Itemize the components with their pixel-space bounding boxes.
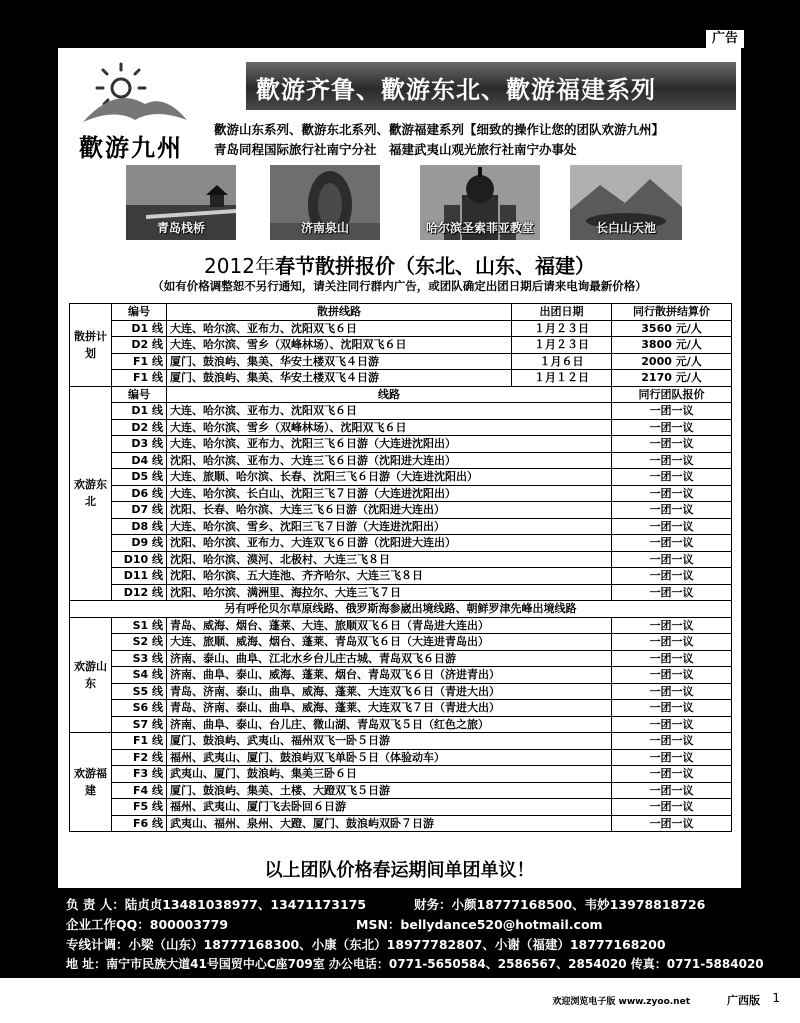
table-row	[70, 799, 732, 816]
photo-jinan	[270, 165, 380, 240]
ad-panel	[58, 48, 741, 888]
route-code: D8 线	[112, 518, 167, 535]
photo-changbai	[570, 165, 682, 240]
route-desc: 武夷山、福州、泉州、大蹬、厦门、鼓浪屿双卧７日游	[167, 815, 612, 832]
group-price: 一团一议	[612, 419, 732, 436]
table-row	[70, 518, 732, 535]
route-desc: 大连、哈尔滨、亚布力、沈阳双飞６日	[167, 403, 612, 420]
price-notice: （如有价格调整恕不另行通知，请关注同行群内广告，或团队确定出团日期后请来电询最新价格）	[152, 279, 647, 293]
route-code: F1 线	[112, 353, 167, 370]
route-code: S7 线	[112, 716, 167, 733]
section-label-scatter: 散拼计划	[70, 304, 112, 387]
route-desc: 沈阳、哈尔滨、亚布力、大连三飞６日游（沈阳进大连出）	[167, 452, 612, 469]
group-price: 一团一议	[612, 733, 732, 750]
route-desc: 大连、旅顺、威海、烟台、蓬莱、青岛双飞６日（大连进青岛出）	[167, 634, 612, 651]
route-desc: 大连、旅顺、哈尔滨、长春、沈阳三飞６日游（大连进沈阳出）	[167, 469, 612, 486]
group-price: 一团一议	[612, 436, 732, 453]
group-price: 一团一议	[612, 782, 732, 799]
route-code: D4 线	[112, 452, 167, 469]
logo-text: 歡游九州	[79, 133, 183, 162]
column-header: 同行团队报价	[612, 386, 732, 403]
route-code: F2 线	[112, 749, 167, 766]
route-desc: 厦门、鼓浪屿、集美、土楼、大蹬双飞５日游	[167, 782, 612, 799]
route-desc: 沈阳、长春、哈尔滨、大连三飞６日游（沈阳进大连出）	[167, 502, 612, 519]
contact-msn: MSN：bellydance520@hotmail.com	[356, 917, 603, 932]
group-price: 一团一议	[612, 518, 732, 535]
route-desc: 福州、武夷山、厦门、鼓浪屿双飞单卧５日（体验动车）	[167, 749, 612, 766]
table-row	[70, 502, 732, 519]
route-desc: 济南、曲阜、泰山、威海、蓬莱、烟台、青岛双飞６日（济进青出）	[167, 667, 612, 684]
photo-harbin	[420, 165, 540, 240]
route-code: F6 线	[112, 815, 167, 832]
price: 2170 元/人	[612, 370, 732, 387]
table-row	[70, 683, 732, 700]
route-code: D7 线	[112, 502, 167, 519]
route-code: S6 线	[112, 700, 167, 717]
table-row	[70, 568, 732, 585]
depart-date: １月１２日	[512, 370, 612, 387]
table-row	[70, 469, 732, 486]
table-row	[70, 485, 732, 502]
route-code: F1 线	[112, 733, 167, 750]
group-price: 一团一议	[612, 667, 732, 684]
route-desc: 大连、哈尔滨、雪乡（双峰林场）、沈阳双飞６日	[167, 419, 612, 436]
group-price: 一团一议	[612, 617, 732, 634]
contact-planners: 专线计调：小梁（山东）18777168300、小康（东北）18977782807、小谢（福建）18777168200	[66, 937, 666, 952]
route-code: S4 线	[112, 667, 167, 684]
route-code: S5 线	[112, 683, 167, 700]
page-number: 1	[772, 991, 780, 1005]
group-price: 一团一议	[612, 799, 732, 816]
photo-qingdao	[126, 165, 236, 240]
route-desc: 大连、哈尔滨、长白山、沈阳三飞７日游（大连进沈阳出）	[167, 485, 612, 502]
group-price: 一团一议	[612, 749, 732, 766]
group-price: 一团一议	[612, 485, 732, 502]
table-row	[70, 320, 732, 337]
route-code: D2 线	[112, 419, 167, 436]
banner-title: 歡游齐鲁、歡游东北、歡游福建系列	[256, 75, 656, 104]
route-desc: 厦门、鼓浪屿、集美、华安土楼双飞４日游	[167, 353, 512, 370]
group-price: 一团一议	[612, 634, 732, 651]
table-row	[70, 617, 732, 634]
table-row	[70, 815, 732, 832]
route-desc: 大连、哈尔滨、雪乡、沈阳三飞７日游（大连进沈阳出）	[167, 518, 612, 535]
group-price: 一团一议	[612, 716, 732, 733]
route-desc: 青岛、济南、泰山、曲阜、威海、蓬莱、大连双飞７日（青进大出）	[167, 700, 612, 717]
route-code: D2 线	[112, 337, 167, 354]
title-year: 2012年	[204, 254, 275, 278]
route-desc: 厦门、鼓浪屿、集美、华安土楼双飞４日游	[167, 370, 512, 387]
table-row	[70, 353, 732, 370]
route-desc: 青岛、威海、烟台、蓬莱、大连、旅顺双飞６日（青岛进大连出）	[167, 617, 612, 634]
table-row	[70, 733, 732, 750]
section-label-fujian: 欢游福建	[70, 733, 112, 832]
route-desc: 沈阳、哈尔滨、五大连池、齐齐哈尔、大连三飞８日	[167, 568, 612, 585]
route-code: D1 线	[112, 403, 167, 420]
group-price: 一团一议	[612, 551, 732, 568]
photo-caption: 长白山天池	[595, 221, 656, 235]
group-price: 一团一议	[612, 766, 732, 783]
photo-caption: 青岛栈桥	[156, 221, 205, 235]
column-header: 编号	[112, 386, 167, 403]
route-code: F3 线	[112, 766, 167, 783]
section-label-shandong: 欢游山东	[70, 617, 112, 733]
route-code: D6 线	[112, 485, 167, 502]
route-code: D10 线	[112, 551, 167, 568]
route-code: D9 线	[112, 535, 167, 552]
price: 3800 元/人	[612, 337, 732, 354]
route-code: S2 线	[112, 634, 167, 651]
column-header: 出团日期	[512, 304, 612, 321]
route-code: D3 线	[112, 436, 167, 453]
depart-date: １月２３日	[512, 337, 612, 354]
bottom-strip	[0, 978, 800, 1023]
column-header: 编号	[112, 304, 167, 321]
route-desc: 沈阳、哈尔滨、漠河、北极村、大连三飞８日	[167, 551, 612, 568]
table-row	[70, 716, 732, 733]
photo-caption: 哈尔滨圣索菲亚教堂	[425, 221, 534, 235]
contact-address: 地 址：南宁市民族大道41号国贸中心C座709室 办公电话：0771-5650584、2586567、2854020 传真：0771-5884020	[66, 957, 764, 971]
route-desc: 武夷山、厦门、鼓浪屿、集美三卧６日	[167, 766, 612, 783]
table-row	[70, 700, 732, 717]
table-row	[70, 650, 732, 667]
page-title	[58, 250, 741, 279]
group-price: 一团一议	[612, 584, 732, 601]
ad-label: 广告	[706, 30, 744, 48]
group-price: 一团一议	[612, 568, 732, 585]
subline-agencies: 青岛同程国际旅行社南宁分社 福建武夷山观光旅行社南宁办事处	[214, 142, 577, 157]
group-price: 一团一议	[612, 502, 732, 519]
group-price: 一团一议	[612, 535, 732, 552]
table-row	[70, 584, 732, 601]
group-price: 一团一议	[612, 700, 732, 717]
table-row	[70, 419, 732, 436]
title-text: 春节散拼报价（东北、山东、福建）	[274, 254, 595, 278]
route-desc: 大连、哈尔滨、亚布力、沈阳三飞６日游（大连进沈阳出）	[167, 436, 612, 453]
table-row	[70, 403, 732, 420]
price: 2000 元/人	[612, 353, 732, 370]
route-desc: 沈阳、哈尔滨、亚布力、大连双飞６日游（沈阳进大连出）	[167, 535, 612, 552]
contact-responsible: 负 责 人：陆贞贞13481038977、13471173175	[66, 897, 367, 912]
table-row	[70, 370, 732, 387]
route-code: D11 线	[112, 568, 167, 585]
route-desc: 大连、哈尔滨、亚布力、沈阳双飞６日	[167, 320, 512, 337]
spring-festival-note: 以上团队价格春运期间单团单议！	[264, 860, 535, 881]
route-desc: 福州、武夷山、厦门飞去卧回６日游	[167, 799, 612, 816]
route-code: S1 线	[112, 617, 167, 634]
route-code: F1 线	[112, 370, 167, 387]
column-header: 线路	[167, 386, 612, 403]
table-row	[70, 535, 732, 552]
contact-finance: 财务：小颜18777168500、韦妙13978818726	[414, 897, 706, 912]
group-price: 一团一议	[612, 815, 732, 832]
site-url: 欢迎浏览电子版 www.zyoo.net	[552, 997, 690, 1007]
route-desc: 济南、曲阜、泰山、台儿庄、微山湖、青岛双飞５日（红色之旅）	[167, 716, 612, 733]
column-header: 同行散拼结算价	[612, 304, 732, 321]
route-code: F5 线	[112, 799, 167, 816]
route-desc: 济南、泰山、曲阜、江北水乡台儿庄古城、青岛双飞６日游	[167, 650, 612, 667]
route-code: F4 线	[112, 782, 167, 799]
table-row	[70, 337, 732, 354]
table-row	[70, 601, 732, 618]
table-header-row	[70, 304, 732, 321]
group-price: 一团一议	[612, 452, 732, 469]
table-row	[70, 452, 732, 469]
route-desc: 沈阳、哈尔滨、满洲里、海拉尔、大连三飞７日	[167, 584, 612, 601]
column-header: 散拼线路	[167, 304, 512, 321]
route-code: D5 线	[112, 469, 167, 486]
table-row	[70, 634, 732, 651]
special-routes-note: 另有呼伦贝尔草原线路、俄罗斯海参崴出境线路、朝鲜罗津先峰出境线路	[70, 601, 732, 618]
depart-date: １月６日	[512, 353, 612, 370]
route-desc: 青岛、济南、泰山、曲阜、威海、蓬莱、大连双飞６日（青进大出）	[167, 683, 612, 700]
photo-caption: 济南泉山	[300, 221, 349, 235]
route-code: D12 线	[112, 584, 167, 601]
group-price: 一团一议	[612, 650, 732, 667]
table-row	[70, 436, 732, 453]
table-row	[70, 667, 732, 684]
table-row	[70, 749, 732, 766]
edition-label: 广西版	[727, 994, 760, 1007]
route-code: S3 线	[112, 650, 167, 667]
table-row	[70, 782, 732, 799]
group-price: 一团一议	[612, 683, 732, 700]
table-header-row	[70, 386, 732, 403]
subline-series: 歡游山东系列、歡游东北系列、歡游福建系列【细致的操作让您的团队欢游九州】	[214, 122, 665, 137]
price-table	[69, 303, 732, 832]
table-row	[70, 766, 732, 783]
brand-logo	[75, 60, 193, 160]
contact-qq: 企业工作QQ：800003779	[66, 917, 229, 932]
route-desc: 厦门、鼓浪屿、武夷山、福州双飞一卧５日游	[167, 733, 612, 750]
route-desc: 大连、哈尔滨、雪乡（双峰林场）、沈阳双飞６日	[167, 337, 512, 354]
depart-date: １月２３日	[512, 320, 612, 337]
section-label-northeast: 欢游东北	[70, 386, 112, 601]
series-banner	[246, 62, 736, 110]
group-price: 一团一议	[612, 403, 732, 420]
group-price: 一团一议	[612, 469, 732, 486]
table-row	[70, 551, 732, 568]
route-code: D1 线	[112, 320, 167, 337]
price: 3560 元/人	[612, 320, 732, 337]
